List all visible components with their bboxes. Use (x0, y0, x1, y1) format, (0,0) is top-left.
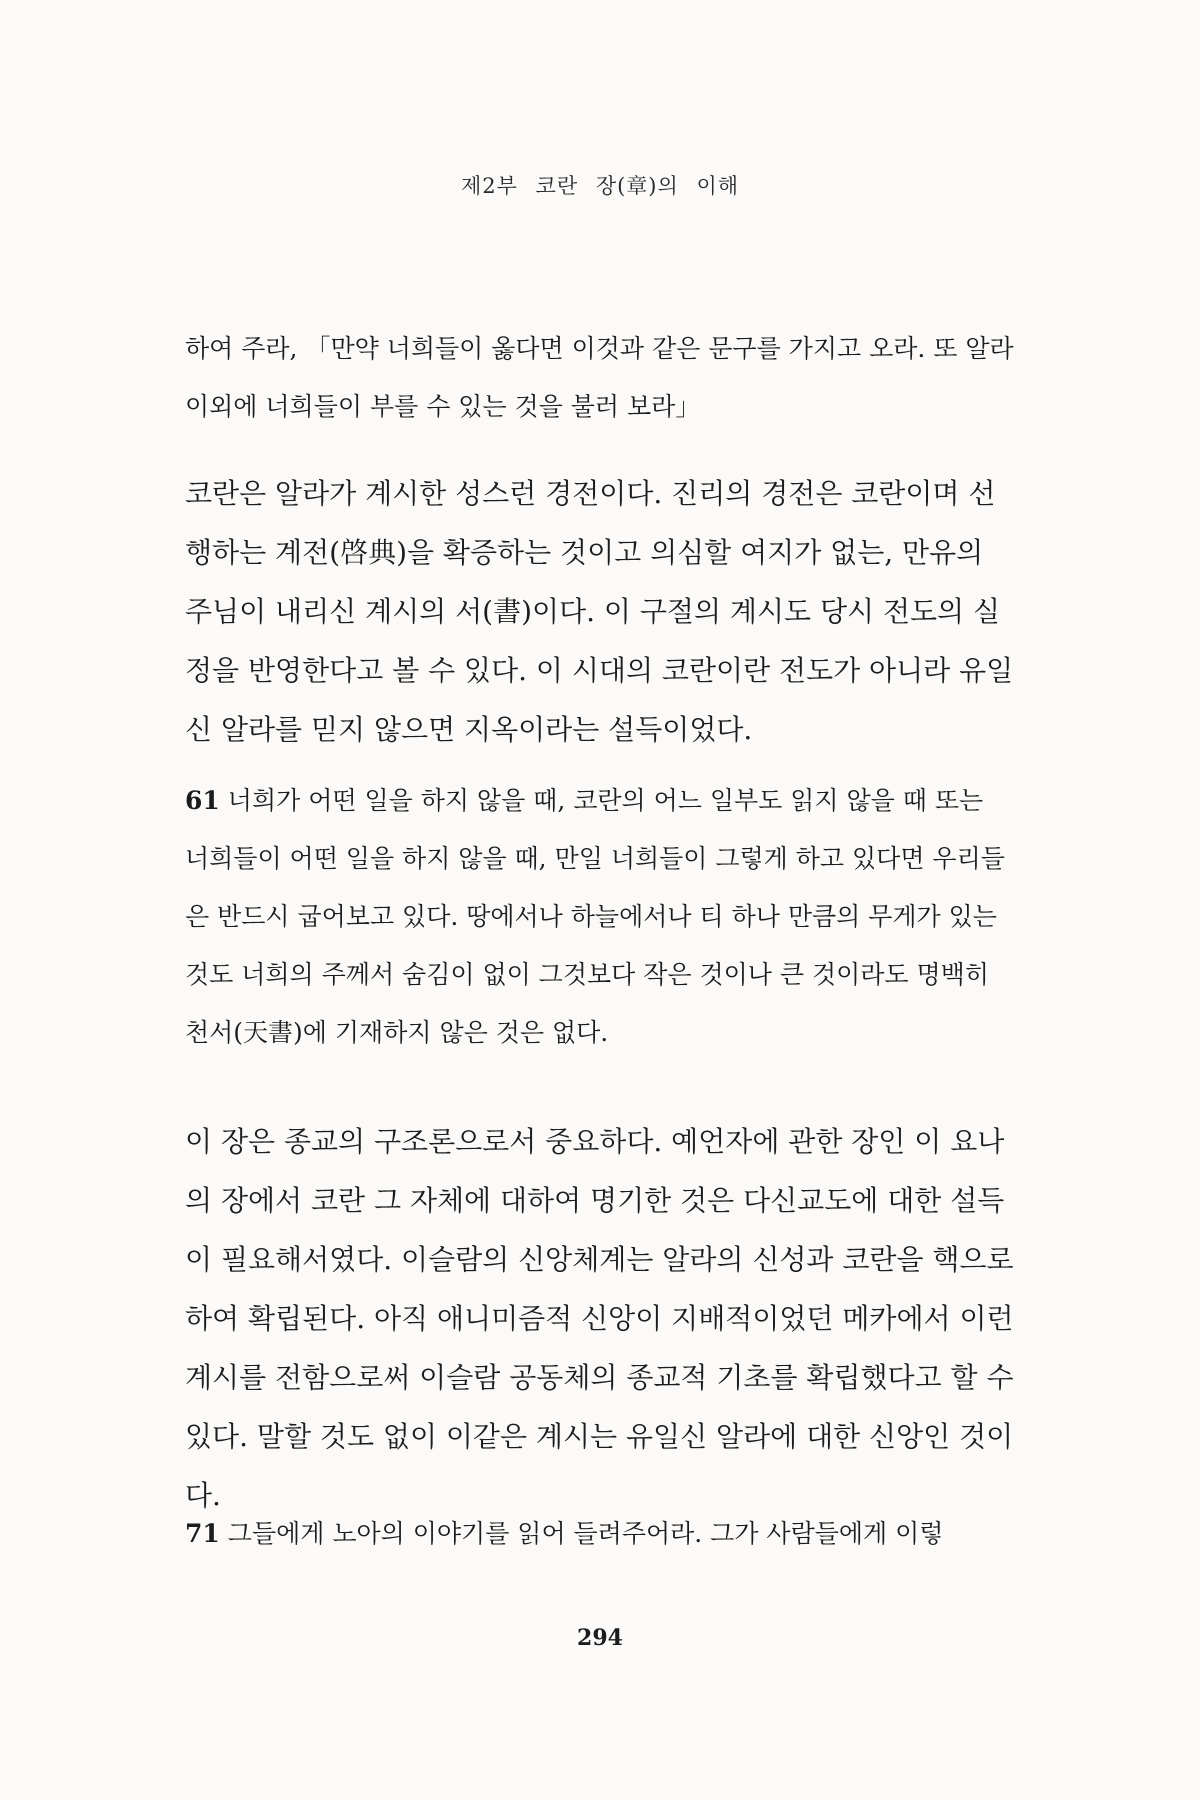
paragraph-text: 코란은 알라가 계시한 성스런 경전이다. 진리의 경전은 코란이며 선행하는 계전(啓典)을 확증하는 것이고 의심할 여지가 없는, 만유의 주님이 내리신 계시의 서(書)이다. 이 구절의 계시도 당시 전도의 실정을 반영한다고 볼 수 있다. 이 시대의 코란이란 전도가 아니라 유일신 알라를 믿지 않으면 지옥이라는 설득이었다. (185, 477, 1014, 746)
verse-paragraph (185, 772, 1015, 1062)
commentary-paragraph (185, 1112, 1015, 1525)
verse-number: 71 (185, 1519, 220, 1548)
commentary-paragraph (185, 464, 1015, 759)
verse-number: 61 (185, 786, 220, 815)
running-header-title: 제2부 코란 장(章)의 이해 (460, 174, 740, 198)
paragraph-text: 이 장은 종교의 구조론으로서 중요하다. 예언자에 관한 장인 이 요나의 장에서 코란 그 자체에 대하여 명기한 것은 다신교도에 대한 설득이 필요해서였다. 이슬람의 신앙체계는 알라의 신성과 코란을 핵으로 하여 확립된다. 아직 애니미즘적 신앙이 지배적이었던 메카에서 이런 계시를 전함으로써 이슬람 공동체의 종교적 기초를 확립했다고 할 수 있다. 말할 것도 없이 이같은 계시는 유일신 알라에 대한 신앙인 것이다. (185, 1125, 1014, 1512)
page-number: 294 (577, 1625, 623, 1651)
paragraph-text: 너희가 어떤 일을 하지 않을 때, 코란의 어느 일부도 읽지 않을 때 또는 너희들이 어떤 일을 하지 않을 때, 만일 너희들이 그렇게 하고 있다면 우리들은 반드시 굽어보고 있다. 땅에서나 하늘에서나 티 하나 만큼의 무게가 있는 것도 너희의 주께서 숨김이 없이 그것보다 작은 것이나 큰 것이라도 명백히 천서(天書)에 기재하지 않은 것은 없다. (185, 786, 1005, 1047)
paragraph-text: 하여 주라, 「만약 너희들이 옳다면 이것과 같은 문구를 가지고 오라. 또 알라 이외에 너희들이 부를 수 있는 것을 불러 보라」 (185, 334, 1014, 421)
paragraph-text: 그들에게 노아의 이야기를 읽어 들려주어라. 그가 사람들에게 이렇 (227, 1519, 944, 1548)
verse-paragraph (185, 1505, 1015, 1563)
verse-continuation-paragraph (185, 320, 1015, 436)
